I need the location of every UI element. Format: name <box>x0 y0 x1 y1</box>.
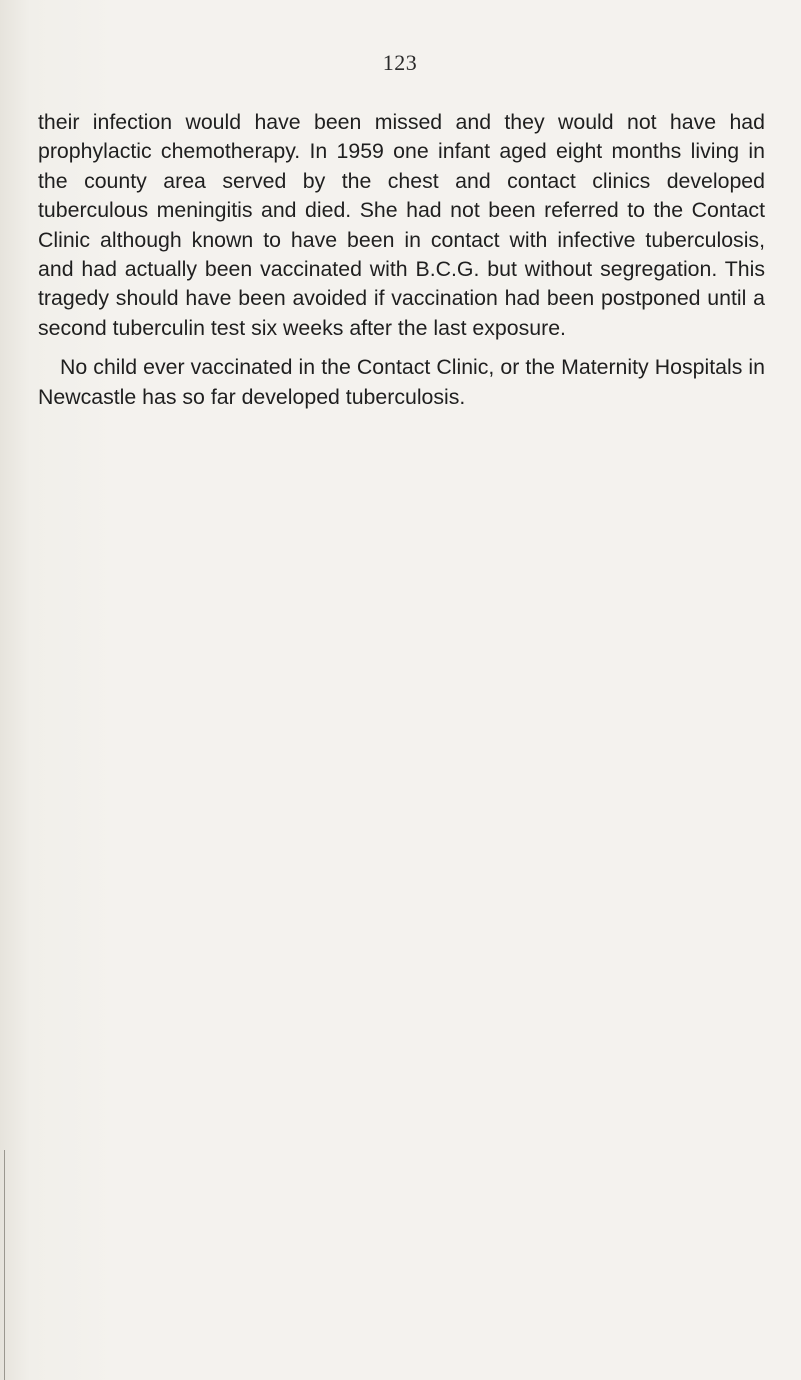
paragraph: their infection would have been missed and they would not have had prophylactic chemotherapy. In 1959 one infant aged eight months living in the county area served by the chest and contact clinics developed tuberculous meningitis and died. She had not been referred to the Contact Clinic although known to have been in contact with infective tuberculosis, and had actually been vaccinated with B.C.G. but without segregation. This tragedy should have been avoided if vaccination had been postponed until a second tuberculin test six weeks after the last exposure. <box>38 110 765 340</box>
paragraph: No child ever vaccinated in the Contact Clinic, or the Maternity Hospitals in Newcastle has so far developed tuberculosis. <box>38 355 765 409</box>
body-text <box>38 108 765 412</box>
page-number: 123 <box>382 50 418 75</box>
page-edge-line <box>4 1150 5 1380</box>
